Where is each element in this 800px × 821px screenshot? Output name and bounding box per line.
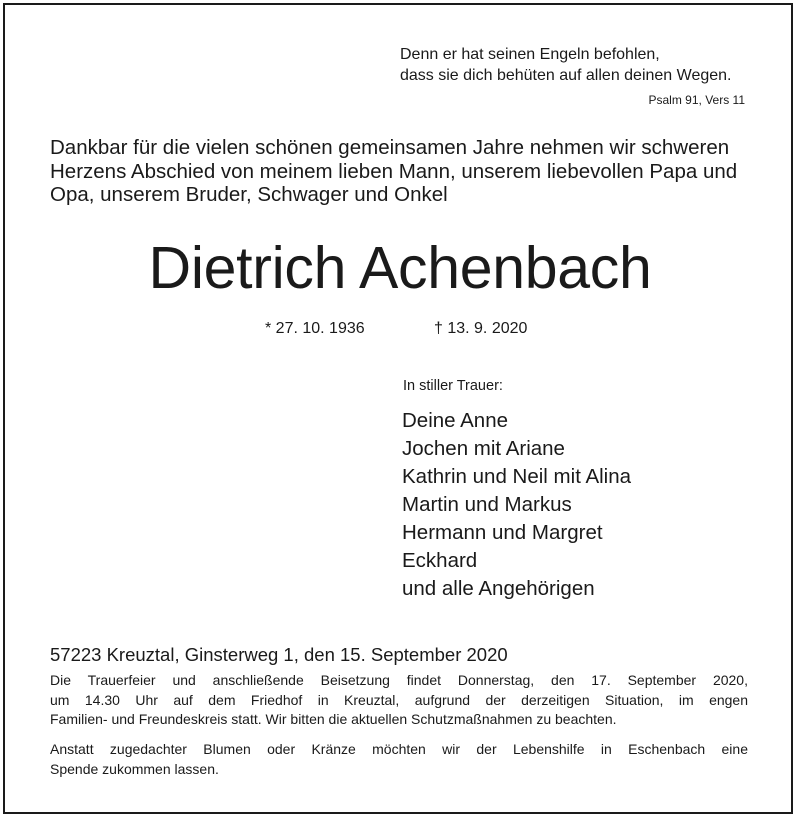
psalm-quote — [400, 44, 760, 86]
place-and-date: 57223 Kreuztal, Ginsterweg 1, den 15. September 2020 — [50, 644, 508, 665]
deceased-name: Dietrich Achenbach — [148, 235, 652, 301]
donation-notice-line-2: Spende zukommen lassen. — [50, 760, 219, 777]
psalm-quote-line-2: dass sie dich behüten auf allen deinen Wegen. — [400, 67, 732, 84]
mourner-name: Hermann und Margret — [402, 521, 603, 544]
mourners-list — [402, 407, 762, 603]
mourner-name: Kathrin und Neil mit Alina — [402, 465, 632, 488]
mourner-name: Deine Anne — [402, 409, 509, 432]
mourner-name: Eckhard — [402, 549, 478, 572]
intro-line-3: Opa, unserem Bruder, Schwager und Onkel — [50, 183, 448, 206]
intro-text — [50, 136, 750, 207]
funeral-notice-line-3: Familien- und Freundeskreis statt. Wir bitten die aktuellen Schutzmaßnahmen zu beachten. — [50, 711, 617, 727]
psalm-quote-line-1: Denn er hat seinen Engeln befohlen, — [400, 46, 660, 63]
death-date: † 13. 9. 2020 — [434, 320, 528, 337]
psalm-reference: Psalm 91, Vers 11 — [648, 93, 745, 107]
mourning-label: In stiller Trauer: — [403, 378, 503, 394]
funeral-notice — [50, 671, 748, 730]
funeral-notice-line-1: Die Trauerfeier und anschließende Beisetzung findet Donnerstag, den 17. September 2020, — [50, 672, 748, 688]
donation-notice-line-1: Anstatt zugedachter Blumen oder Kränze möchten wir der Lebenshilfe in Eschenbach eine — [50, 741, 748, 757]
birth-date: * 27. 10. 1936 — [265, 320, 365, 337]
mourner-name: Martin und Markus — [402, 493, 572, 516]
intro-line-2: Herzens Abschied von meinem lieben Mann, unserem liebevollen Papa und — [50, 159, 738, 183]
intro-line-1: Dankbar für die vielen schönen gemeinsamen Jahre nehmen wir schweren — [50, 136, 730, 159]
mourner-name: Jochen mit Ariane — [402, 437, 565, 460]
mourner-name: und alle Angehörigen — [402, 577, 595, 600]
funeral-notice-line-2: um 14.30 Uhr auf dem Friedhof in Kreuztal, aufgrund der derzeitigen Situation, im engen — [50, 691, 748, 708]
donation-notice — [50, 740, 748, 779]
